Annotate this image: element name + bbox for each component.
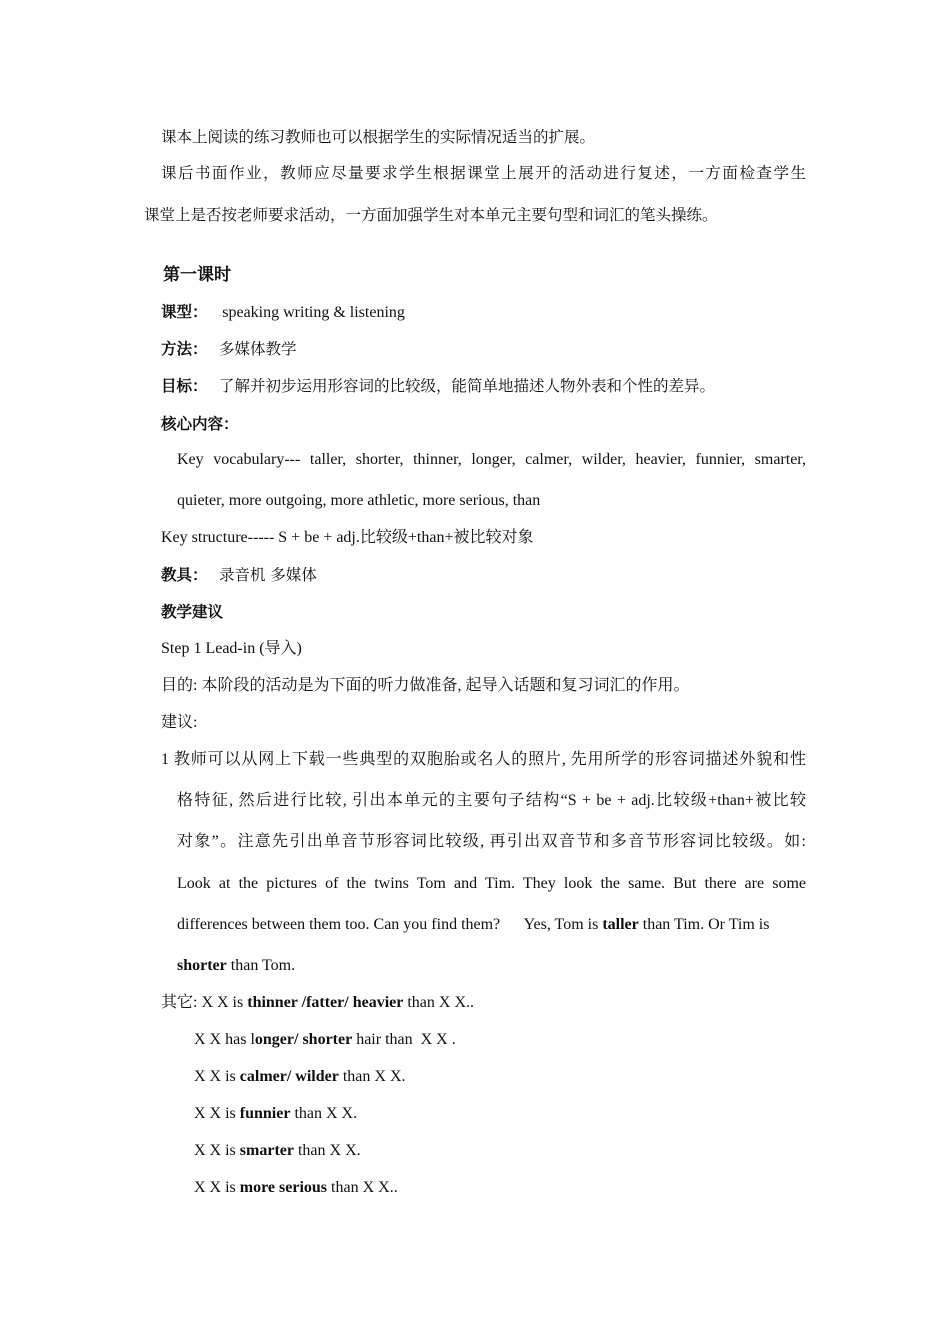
others-e1-c: than X X.. xyxy=(403,994,474,1011)
others-example-2 xyxy=(194,1030,456,1050)
lesson-type-value: speaking writing & listening xyxy=(222,304,405,321)
lesson-type-label: 课型： xyxy=(161,303,208,321)
lesson-tools-label: 教具： xyxy=(161,566,208,584)
lesson-type-row xyxy=(161,302,405,323)
item1-line-6 xyxy=(177,956,295,976)
lesson-tools-row xyxy=(161,565,317,586)
intro-line-2: 课后书面作业，教师应尽量要求学生根据课堂上展开的活动进行复述，一方面检查学生 xyxy=(161,164,806,182)
lesson-tools-value: 录音机 多媒体 xyxy=(219,566,317,584)
lesson-method-label: 方法： xyxy=(161,340,208,358)
purpose-line: 目的: 本阶段的活动是为下面的听力做准备, 起导入话题和复习词汇的作用。 xyxy=(161,677,690,694)
item1-line-2: 格特征, 然后进行比较, 引出本单元的主要句子结构“S + be + adj.比较级+than+被比较 xyxy=(177,792,806,809)
others-e2-a: X X has l xyxy=(194,1031,255,1048)
item1-line-3: 对象”。注意先引出单音节形容词比较级, 再引出双音节和多音节形容词比较级。如: xyxy=(177,833,806,850)
item1-line-4: Look at the pictures of the twins Tom and Tim. They look the same. But there are some xyxy=(177,875,806,892)
core-content-label: 核心内容： xyxy=(161,415,239,433)
others-example-1 xyxy=(161,993,474,1013)
item1-line-6-a: shorter xyxy=(177,957,227,974)
item1-line-1: 1 教师可以从网上下载一些典型的双胞胎或名人的照片, 先用所学的形容词描述外貌和性 xyxy=(161,751,806,768)
others-e4-b: funnier xyxy=(239,1105,291,1122)
others-e3-b: calmer/ wilder xyxy=(239,1068,339,1085)
others-e5-c: than X X. xyxy=(293,1142,361,1159)
intro-line-1: 课本上阅读的练习教师也可以根据学生的实际情况适当的扩展。 xyxy=(161,128,596,146)
vocab-line-2: quieter, more outgoing, more athletic, more serious, than xyxy=(177,492,541,509)
intro-line-3: 课堂上是否按老师要求活动，一方面加强学生对本单元主要句型和词汇的笔头操练。 xyxy=(144,206,718,224)
lesson-goal-value: 了解并初步运用形容词的比较级，能简单地描述人物外表和个性的差异。 xyxy=(219,377,716,395)
others-e2-c: hair than X X . xyxy=(352,1031,456,1048)
item1-line-5-a: differences between them too. Can you find them? Yes, Tom is xyxy=(177,916,603,933)
others-e6-b: more serious xyxy=(239,1179,328,1196)
vocab-line-1: Key vocabulary--- taller, shorter, thinner, longer, calmer, wilder, heavier, funnier, smarter, xyxy=(177,451,806,468)
others-e1-a: 其它: X X is xyxy=(161,994,248,1011)
lesson-goal-label: 目标： xyxy=(161,377,208,395)
others-example-3 xyxy=(194,1067,406,1087)
others-example-5 xyxy=(194,1141,361,1161)
lesson-title: 第一课时 xyxy=(163,265,231,285)
others-e2-b: onger/ shorter xyxy=(254,1031,353,1048)
item1-line-5-b: taller xyxy=(602,916,639,933)
key-structure: Key structure----- S + be + adj.比较级+than+被比较对象 xyxy=(161,529,534,546)
item1-line-5-c: than Tim. Or Tim is xyxy=(638,916,770,933)
others-e5-b: smarter xyxy=(239,1142,294,1159)
item1-line-6-b: than Tom. xyxy=(226,957,296,974)
item1-line-5 xyxy=(177,915,806,935)
teaching-suggestions-title: 教学建议 xyxy=(161,603,224,621)
others-e5-a: X X is xyxy=(194,1142,240,1159)
others-e4-c: than X X. xyxy=(290,1105,358,1122)
others-e3-a: X X is xyxy=(194,1068,240,1085)
marker-dot-icon: . xyxy=(219,308,222,318)
lesson-method-value: 多媒体教学 xyxy=(219,340,297,358)
advice-label: 建议: xyxy=(161,714,198,731)
others-example-4 xyxy=(194,1104,357,1124)
others-example-6 xyxy=(194,1178,398,1198)
others-e6-a: X X is xyxy=(194,1179,240,1196)
others-e1-b: thinner /fatter/ heavier xyxy=(247,994,404,1011)
step-1-heading: Step 1 Lead-in (导入) xyxy=(161,640,302,657)
lesson-method-row xyxy=(161,339,297,360)
lesson-goal-row xyxy=(161,376,715,397)
others-e4-a: X X is xyxy=(194,1105,240,1122)
others-e3-c: than X X. xyxy=(338,1068,406,1085)
others-e6-c: than X X.. xyxy=(327,1179,398,1196)
